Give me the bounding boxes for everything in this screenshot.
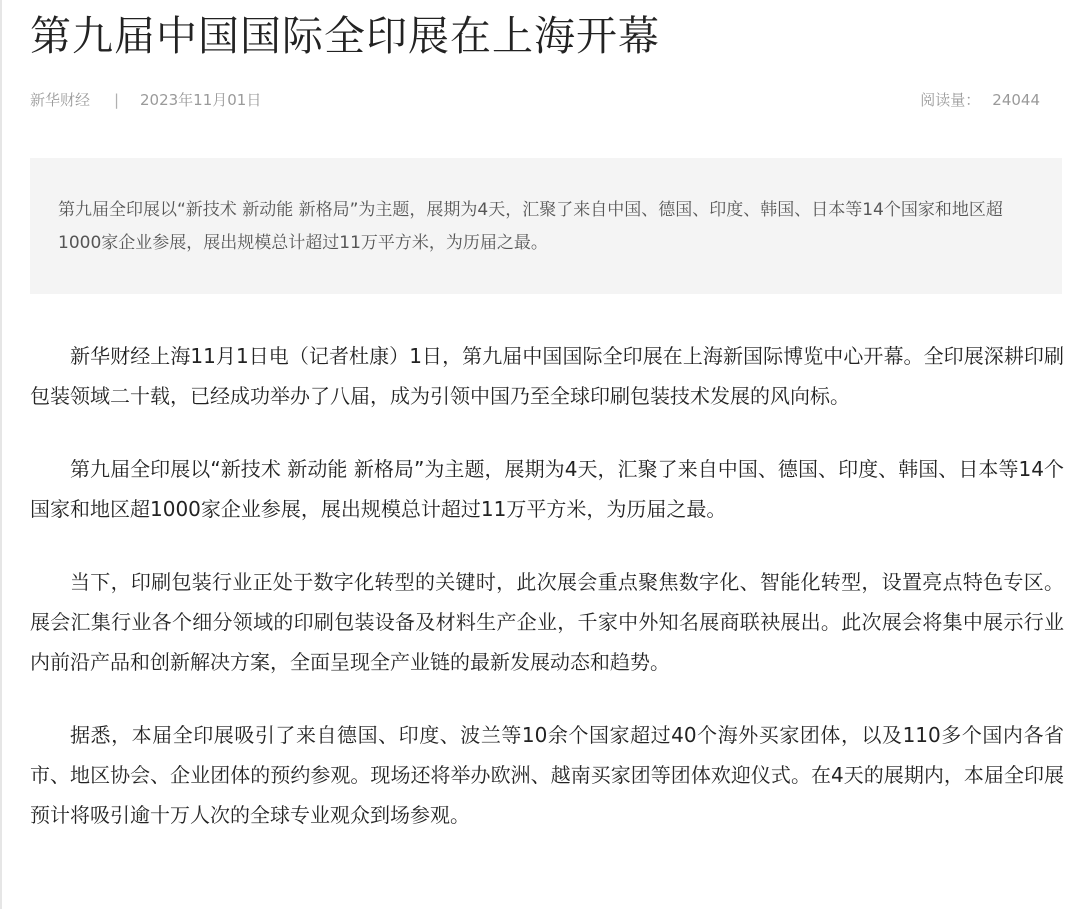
read-count-value: 24044 (992, 91, 1040, 109)
body-paragraph: 新华财经上海11月1日电（记者杜康）1日，第九届中国国际全印展在上海新国际博览中心开幕。全印展深耕印刷包装领域二十载，已经成功举办了八届，成为引领中国乃至全球印刷包装技术发展的风向标。 (30, 344, 1064, 408)
read-count (920, 88, 1040, 112)
article-meta (30, 88, 1040, 112)
article-summary: 第九届全印展以“新技术 新动能 新格局”为主题，展期为4天，汇聚了来自中国、德国、印度、韩国、日本等14个国家和地区超1000家企业参展，展出规模总计超过11万平方米，为历届之最。 (30, 158, 1062, 294)
publish-date: 2023年11月01日 (140, 91, 262, 109)
read-count-label: 阅读量： (920, 91, 981, 109)
meta-separator: | (114, 91, 120, 109)
body-paragraph: 第九届全印展以“新技术 新动能 新格局”为主题，展期为4天，汇聚了来自中国、德国、印度、韩国、日本等14个国家和地区超1000家企业参展，展出规模总计超过11万平方米，为历届之最。 (30, 457, 1064, 521)
body-paragraph: 据悉，本届全印展吸引了来自德国、印度、波兰等10余个国家超过40个海外买家团体，以及110多个国内各省市、地区协会、企业团体的预约参观。现场还将举办欧洲、越南买家团等团体欢迎仪式。在4天的展期内，本届全印展预计将吸引逾十万人次的全球专业观众到场参观。 (30, 723, 1064, 827)
body-paragraph: 当下，印刷包装行业正处于数字化转型的关键时，此次展会重点聚焦数字化、智能化转型，设置亮点特色专区。展会汇集行业各个细分领域的印刷包装设备及材料生产企业，千家中外知名展商联袂展出。此次展会将集中展示行业内前沿产品和创新解决方案，全面呈现全产业链的最新发展动态和趋势。 (30, 570, 1064, 674)
article-title: 第九届中国国际全印展在上海开幕 (30, 12, 660, 60)
article-body (30, 336, 1064, 868)
article-source[interactable]: 新华财经 (30, 91, 91, 109)
